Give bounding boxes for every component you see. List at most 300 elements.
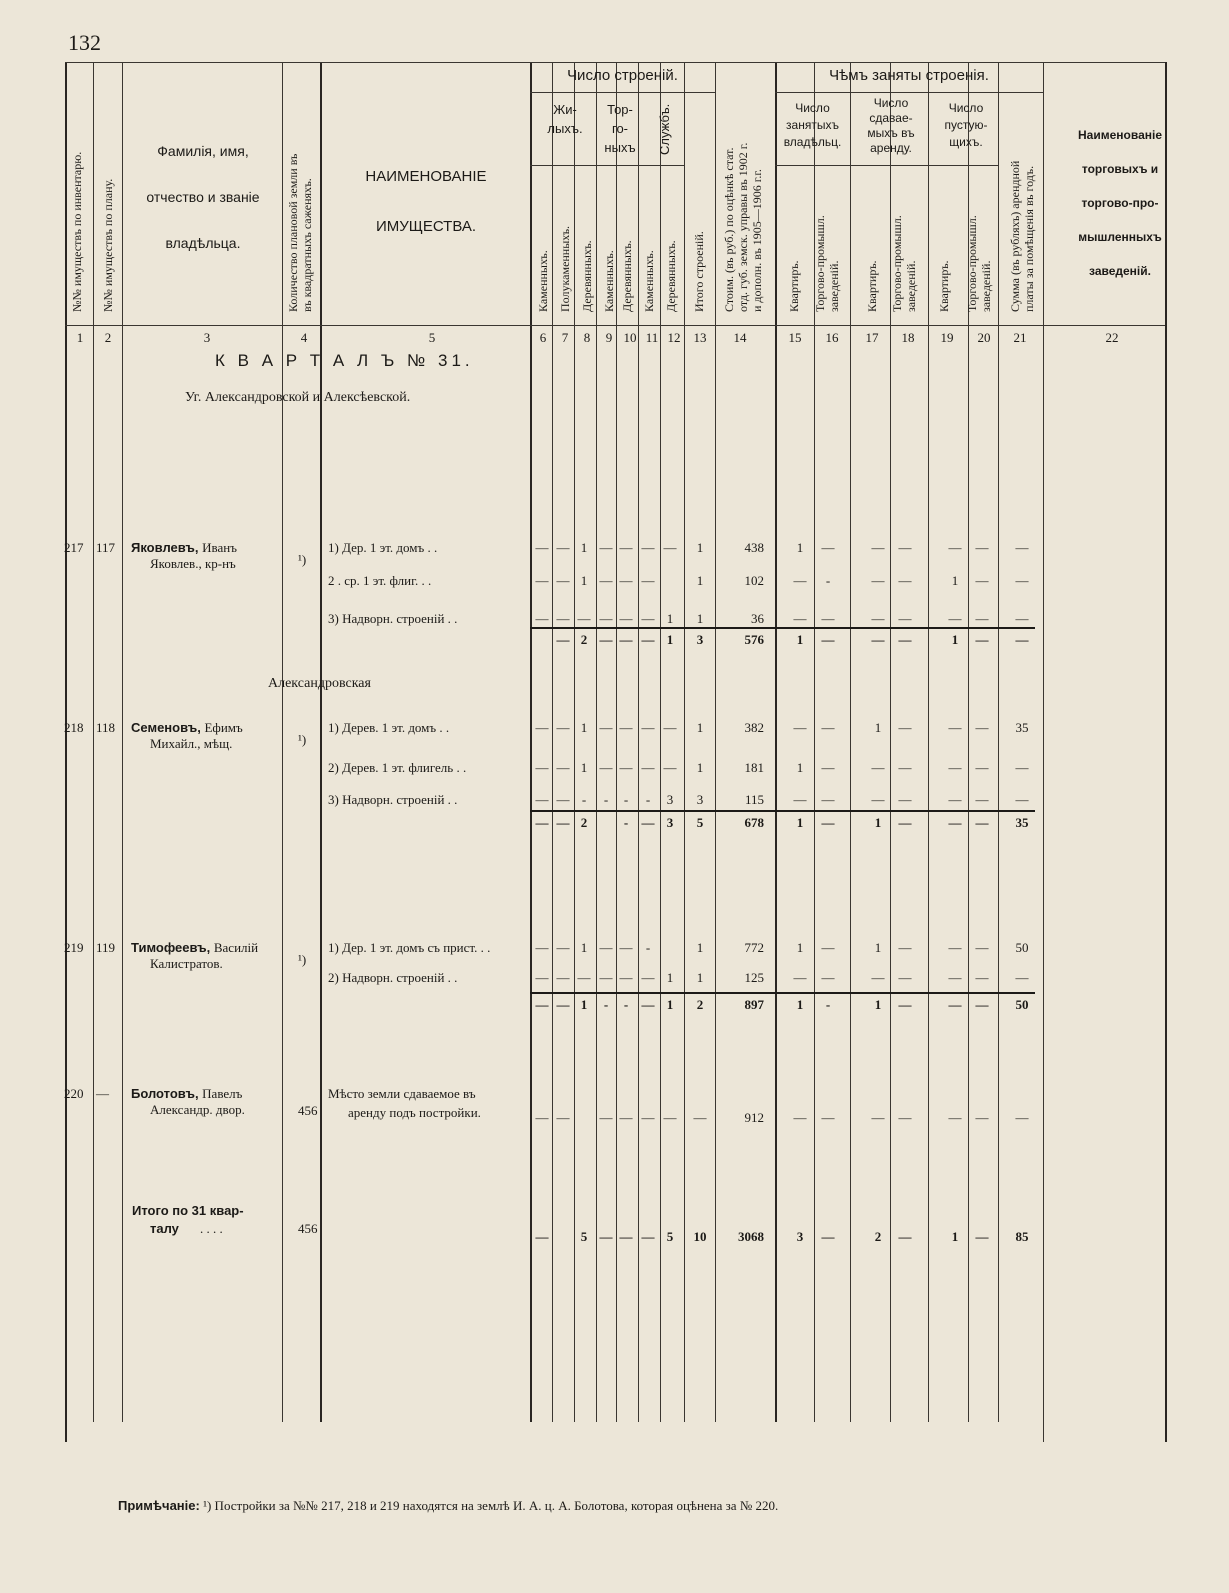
header-c21	[1008, 161, 1036, 312]
item-value: —	[599, 970, 613, 985]
item-value: —	[898, 970, 912, 985]
inventory-number: 219	[64, 940, 84, 955]
subtotal-value: 897	[744, 997, 764, 1012]
subtotal-value: —	[535, 997, 549, 1012]
subtotal-value: -	[623, 815, 629, 830]
header-establishments-l4: мышленныхъ	[1078, 230, 1162, 244]
subtotal-value: 576	[744, 632, 764, 647]
subtotal-value: 1	[951, 632, 959, 647]
item-value: —	[948, 792, 962, 807]
header-living	[530, 100, 600, 138]
grand-total-value: 5	[580, 1229, 588, 1244]
owner-name: Семеновъ, Ефимъ	[131, 720, 243, 735]
item-value: —	[619, 611, 633, 626]
item-value: —	[821, 940, 835, 955]
subtotal-value: 5	[696, 815, 704, 830]
column-number: 2	[104, 330, 112, 345]
item-value: 1	[696, 720, 704, 735]
property-item: 2 . ср. 1 эт. флиг. . .	[328, 573, 432, 588]
property-item: Мѣсто земли сдаваемое въ	[328, 1086, 476, 1101]
header-c9: Каменныхъ.	[602, 250, 616, 312]
column-number: 5	[428, 330, 436, 345]
subtotal-value: —	[821, 815, 835, 830]
header-c11: Каменныхъ.	[642, 250, 656, 312]
item-value: —	[821, 611, 835, 626]
property-item: 1) Дер. 1 эт. домъ . .	[328, 540, 438, 555]
item-value: —	[898, 720, 912, 735]
item-value: 1	[580, 540, 588, 555]
subtotal-value: —	[556, 632, 570, 647]
subtotal-value: —	[535, 815, 549, 830]
item-value: —	[793, 573, 807, 588]
item-value: —	[793, 1110, 807, 1125]
item-value: —	[663, 720, 677, 735]
column-rule	[596, 62, 597, 1422]
item-value: —	[535, 611, 549, 626]
item-value: —	[535, 970, 549, 985]
column-rule	[616, 62, 617, 1422]
item-value: 1	[696, 611, 704, 626]
header-land-area-l2: въ квадратныхъ саженяхъ.	[300, 178, 314, 312]
item-value: —	[599, 1110, 613, 1125]
column-rule	[660, 62, 661, 1422]
item-value: —	[599, 940, 613, 955]
grand-total-value: 85	[1015, 1229, 1029, 1244]
item-value: 1	[696, 540, 704, 555]
column-rule	[65, 62, 67, 1442]
item-value: —	[975, 970, 989, 985]
row-rule	[775, 92, 1043, 93]
header-c8: Деревянныхъ.	[580, 240, 594, 312]
item-value: —	[871, 760, 885, 775]
item-value: —	[641, 720, 655, 735]
item-value: —	[556, 611, 570, 626]
item-value: 1	[696, 760, 704, 775]
header-service: Службъ.	[657, 103, 672, 155]
item-value: —	[599, 611, 613, 626]
item-value: —	[975, 792, 989, 807]
item-value: —	[871, 611, 885, 626]
item-value: —	[641, 540, 655, 555]
subtotal-rule	[530, 810, 1035, 812]
header-valuation	[722, 143, 764, 312]
item-value: 36	[751, 611, 764, 626]
header-land-area-l1: Количество плановой земли въ	[286, 153, 300, 312]
column-number: 21	[1013, 330, 1027, 345]
subtotal-value: —	[641, 632, 655, 647]
column-number: 3	[203, 330, 211, 345]
row-rule	[65, 62, 1165, 63]
column-number: 20	[977, 330, 991, 345]
item-value: —	[1015, 611, 1029, 626]
header-establishments-l5: заведеній.	[1089, 264, 1151, 278]
header-establishments-l3: торгово-про-	[1081, 196, 1159, 210]
owner-surname: Болотовъ,	[131, 1086, 203, 1101]
item-value: —	[871, 540, 885, 555]
header-c15: Квартиръ.	[787, 260, 801, 312]
subtotal-value: 1	[666, 632, 674, 647]
property-item: 3) Надворн. строеній . .	[328, 792, 458, 807]
header-c17: Квартиръ.	[865, 260, 879, 312]
item-value: 382	[744, 720, 764, 735]
owner-name-line2: Калистратов.	[150, 956, 223, 971]
item-value: —	[871, 573, 885, 588]
header-empty	[932, 100, 1000, 151]
item-value: —	[619, 940, 633, 955]
item-value: —	[556, 1110, 570, 1125]
item-value: -	[645, 940, 651, 955]
owner-name-line2: Яковлев., кр-нъ	[150, 556, 236, 571]
item-value: 1	[580, 940, 588, 955]
subtotal-value: 50	[1015, 997, 1029, 1012]
item-value: 1	[580, 760, 588, 775]
column-rule	[998, 62, 999, 1422]
inventory-number: 220	[64, 1086, 84, 1101]
item-value: —	[948, 760, 962, 775]
subtotal-value: —	[948, 815, 962, 830]
item-value: —	[975, 1110, 989, 1125]
item-value: —	[975, 540, 989, 555]
column-rule	[552, 62, 553, 1422]
subtotal-value: 1	[796, 997, 804, 1012]
item-value: —	[535, 573, 549, 588]
column-number: 12	[667, 330, 681, 345]
property-item: 2) Надворн. строеній . .	[328, 970, 458, 985]
subtotal-value: 2	[580, 815, 588, 830]
header-c18-l2: заведеній.	[904, 260, 918, 312]
item-value: —	[821, 720, 835, 735]
property-item: 2) Дерев. 1 эт. флигель . .	[328, 760, 467, 775]
item-value: —	[975, 611, 989, 626]
subtotal-value: 1	[580, 997, 588, 1012]
item-value: —	[535, 760, 549, 775]
footnote	[118, 1498, 778, 1514]
item-value: —	[619, 573, 633, 588]
item-value: —	[535, 1110, 549, 1125]
item-value: —	[535, 720, 549, 735]
header-owner	[124, 128, 282, 266]
item-value: —	[821, 792, 835, 807]
item-value: —	[663, 1110, 677, 1125]
column-number: 15	[788, 330, 802, 345]
header-rented-l1: Число	[873, 96, 909, 110]
item-value: —	[948, 720, 962, 735]
column-number: 13	[693, 330, 707, 345]
item-value: 1	[874, 720, 882, 735]
subtotal-value: 678	[744, 815, 764, 830]
item-value: —	[577, 611, 591, 626]
property-item: 1) Дер. 1 эт. домъ съ прист. . .	[328, 940, 491, 955]
item-value: 1	[696, 573, 704, 588]
item-value: —	[975, 573, 989, 588]
subtotal-value: —	[871, 632, 885, 647]
item-value: 1	[580, 573, 588, 588]
owner-name-line2: Александр. двор.	[150, 1102, 245, 1117]
column-rule	[850, 62, 851, 1422]
subtotal-value: 3	[666, 815, 674, 830]
column-rule	[684, 62, 685, 1422]
item-value: —	[556, 940, 570, 955]
header-living-l2: лыхъ.	[547, 121, 583, 136]
item-value: —	[641, 760, 655, 775]
grand-total-value: —	[975, 1229, 989, 1244]
column-number: 17	[865, 330, 879, 345]
item-value: —	[1015, 970, 1029, 985]
item-value: 125	[744, 970, 764, 985]
subtotal-value: —	[641, 815, 655, 830]
item-value: —	[1015, 760, 1029, 775]
header-empty-l3: щихъ.	[949, 135, 983, 149]
item-value: 1	[796, 940, 804, 955]
column-rule	[775, 62, 777, 1422]
header-c13: Итого строеній.	[692, 231, 706, 312]
item-value: 3	[666, 792, 674, 807]
item-value: —	[693, 1110, 707, 1125]
owner-name: Яковлевъ, Иванъ	[131, 540, 237, 555]
item-value: —	[793, 792, 807, 807]
inventory-number: 218	[64, 720, 84, 735]
plan-number: 118	[96, 720, 116, 735]
subtotal-value: —	[898, 997, 912, 1012]
footnote-mark: ¹)	[298, 552, 307, 567]
item-value: —	[975, 720, 989, 735]
footnote-mark: ¹)	[298, 952, 307, 967]
header-property-name-l1: НАИМЕНОВАНІЕ	[365, 168, 487, 185]
item-value: 1	[696, 970, 704, 985]
header-trade-l3: ныхъ	[604, 140, 636, 155]
grand-total-value: —	[898, 1229, 912, 1244]
item-value: —	[619, 970, 633, 985]
header-c21-l1: Сумма (въ рубляхъ) арендной	[1008, 160, 1022, 312]
column-number: 7	[561, 330, 569, 345]
item-value: —	[793, 970, 807, 985]
inventory-number: 217	[64, 540, 84, 555]
item-value: 181	[744, 760, 764, 775]
property-item: 1) Дерев. 1 эт. домъ . .	[328, 720, 450, 735]
item-value: 1	[666, 611, 674, 626]
owner-surname: Тимофеевъ,	[131, 940, 214, 955]
header-owner-l1: Фамилія, имя,	[157, 143, 249, 159]
subtotal-value: -	[603, 997, 609, 1012]
item-value: —	[871, 1110, 885, 1125]
column-rule	[638, 62, 639, 1422]
header-c6: Каменныхъ.	[536, 250, 550, 312]
item-value: —	[793, 720, 807, 735]
header-establishments	[1045, 118, 1195, 288]
item-value: —	[556, 760, 570, 775]
street-label: Александровская	[268, 676, 371, 691]
header-owner-l2: отчество и званіе	[146, 189, 260, 205]
column-rule	[93, 62, 94, 1422]
item-value: —	[641, 573, 655, 588]
subtotal-value: 1	[666, 997, 674, 1012]
header-owner-occupied	[775, 100, 850, 151]
item-value: -	[581, 792, 587, 807]
grand-total-value: 3	[796, 1229, 804, 1244]
subtotal-value: —	[556, 815, 570, 830]
item-value: —	[599, 540, 613, 555]
item-value: 1	[696, 940, 704, 955]
owner-surname: Семеновъ,	[131, 720, 205, 735]
header-empty-l2: пустую-	[944, 118, 988, 132]
header-trade-l1: Тор-	[607, 102, 633, 117]
land-area: 456	[298, 1103, 318, 1118]
header-valuation-l3: и дополн. въ 1905—1906 г.г.	[750, 169, 764, 312]
header-property-name	[322, 152, 530, 252]
plan-number: —	[96, 1086, 109, 1101]
subtotal-value: -	[623, 997, 629, 1012]
grand-total-value: 10	[693, 1229, 707, 1244]
item-value: —	[898, 760, 912, 775]
header-living-l1: Жи-	[553, 102, 577, 117]
row-rule	[775, 165, 998, 166]
header-empty-l1: Число	[948, 101, 984, 115]
column-number: 9	[605, 330, 613, 345]
header-property-name-l2: ИМУЩЕСТВА.	[375, 218, 477, 235]
item-value: —	[535, 792, 549, 807]
header-valuation-l1: Стоим. (въ руб.) по оцѣнкѣ стат.	[722, 147, 736, 312]
header-c16	[813, 215, 841, 312]
item-value: —	[898, 940, 912, 955]
header-rented	[852, 96, 930, 156]
item-value: —	[663, 540, 677, 555]
item-value: 912	[744, 1110, 764, 1125]
grand-total-value: 3068	[738, 1229, 764, 1244]
grand-total-value: 2	[874, 1229, 882, 1244]
subtotal-value: 1	[874, 815, 882, 830]
quarter-title: К В А Р Т А Л Ъ № 31.	[215, 351, 474, 370]
header-c20-l1: Торгово-промышл.	[965, 215, 979, 312]
header-c19: Квартиръ.	[937, 260, 951, 312]
header-valuation-l2: отд. губ. земск. управы въ 1902 г.	[736, 142, 750, 312]
subtotal-value: 2	[580, 632, 588, 647]
item-value: —	[975, 940, 989, 955]
subtotal-value: —	[948, 997, 962, 1012]
header-building-use: Чѣмъ заняты строенія.	[829, 67, 989, 84]
grand-total-value: 5	[666, 1229, 674, 1244]
item-value: 50	[1015, 940, 1029, 955]
column-number: 8	[583, 330, 591, 345]
item-value: -	[645, 792, 651, 807]
row-rule	[530, 92, 715, 93]
header-c18	[890, 215, 918, 312]
grand-total-label-line2: талу	[150, 1221, 179, 1236]
property-item-line2: аренду подъ постройки.	[348, 1105, 481, 1120]
row-rule	[530, 165, 684, 166]
header-land-area	[286, 154, 314, 312]
item-value: —	[821, 970, 835, 985]
item-value: —	[1015, 540, 1029, 555]
item-value: —	[793, 611, 807, 626]
column-rule	[320, 62, 322, 1422]
grand-total-value: —	[641, 1229, 655, 1244]
owner-name: Болотовъ, Павелъ	[131, 1086, 243, 1101]
subtotal-value: —	[898, 815, 912, 830]
header-establishments-l1: Наименованіе	[1078, 128, 1162, 142]
item-value: —	[948, 940, 962, 955]
item-value: -	[603, 792, 609, 807]
item-value: —	[556, 792, 570, 807]
column-number: 1	[76, 330, 84, 345]
column-rule	[574, 62, 575, 1422]
owner-name-line2: Михайл., мѣщ.	[150, 736, 233, 751]
item-value: —	[821, 540, 835, 555]
subtotal-value: 35	[1015, 815, 1029, 830]
item-value: —	[948, 540, 962, 555]
item-value: 438	[744, 540, 764, 555]
header-rented-l3: мыхъ въ	[867, 126, 915, 140]
page-number: 132	[68, 30, 101, 55]
subtotal-value: 1	[874, 997, 882, 1012]
item-value: —	[948, 970, 962, 985]
item-value: —	[556, 970, 570, 985]
column-number: 18	[901, 330, 915, 345]
column-rule	[1043, 62, 1044, 1442]
item-value: —	[1015, 1110, 1029, 1125]
header-c16-l2: заведеній.	[827, 260, 841, 312]
grand-total-label: Итого по 31 квар-	[132, 1203, 244, 1218]
subtotal-value: -	[825, 997, 831, 1012]
item-value: —	[898, 611, 912, 626]
item-value: —	[821, 760, 835, 775]
owner-name: Тимофеевъ, Василій	[131, 940, 259, 955]
column-number: 11	[645, 330, 659, 345]
item-value: 35	[1015, 720, 1029, 735]
item-value: —	[599, 720, 613, 735]
item-value: 1	[796, 760, 804, 775]
subtotal-value: —	[556, 997, 570, 1012]
column-number: 4	[300, 330, 308, 345]
item-value: 1	[796, 540, 804, 555]
footnote-mark: ¹)	[298, 732, 307, 747]
item-value: —	[619, 720, 633, 735]
header-c20-l2: заведеній.	[979, 260, 993, 312]
header-c10: Деревянныхъ.	[620, 240, 634, 312]
item-value: —	[535, 540, 549, 555]
column-rule	[282, 62, 283, 1422]
property-item: 3) Надворн. строеній . .	[328, 611, 458, 626]
item-value: —	[898, 573, 912, 588]
item-value: —	[898, 1110, 912, 1125]
grand-total-value: —	[535, 1229, 549, 1244]
item-value: -	[623, 792, 629, 807]
header-c12: Деревянныхъ.	[664, 240, 678, 312]
subtotal-value: —	[898, 632, 912, 647]
header-owner-l3: владѣльца.	[165, 235, 241, 251]
header-c7: Полукаменныхъ.	[558, 225, 572, 312]
item-value: —	[556, 540, 570, 555]
quarter-subtitle: Уг. Александровской и Алексѣевской.	[185, 390, 411, 405]
column-rule	[122, 62, 123, 1422]
item-value: —	[1015, 792, 1029, 807]
subtotal-value: 1	[796, 632, 804, 647]
footnote-text: ¹) Постройки за №№ 217, 218 и 219 находятся на землѣ И. А. ц. А. Болотова, которая оцѣнена за № 220.	[203, 1498, 779, 1513]
subtotal-value: 2	[696, 997, 704, 1012]
header-owner-occupied-l2: занятыхъ	[786, 118, 839, 132]
subtotal-value: —	[641, 997, 655, 1012]
item-value: 772	[744, 940, 764, 955]
item-value: —	[871, 970, 885, 985]
item-value: —	[641, 1110, 655, 1125]
item-value: —	[898, 792, 912, 807]
subtotal-value: —	[599, 632, 613, 647]
item-value: —	[599, 573, 613, 588]
header-c18-l1: Торгово-промышл.	[890, 215, 904, 312]
row-rule	[65, 325, 1165, 326]
item-value: —	[641, 970, 655, 985]
subtotal-value: 3	[696, 632, 704, 647]
header-owner-occupied-l1: Число	[795, 101, 830, 115]
